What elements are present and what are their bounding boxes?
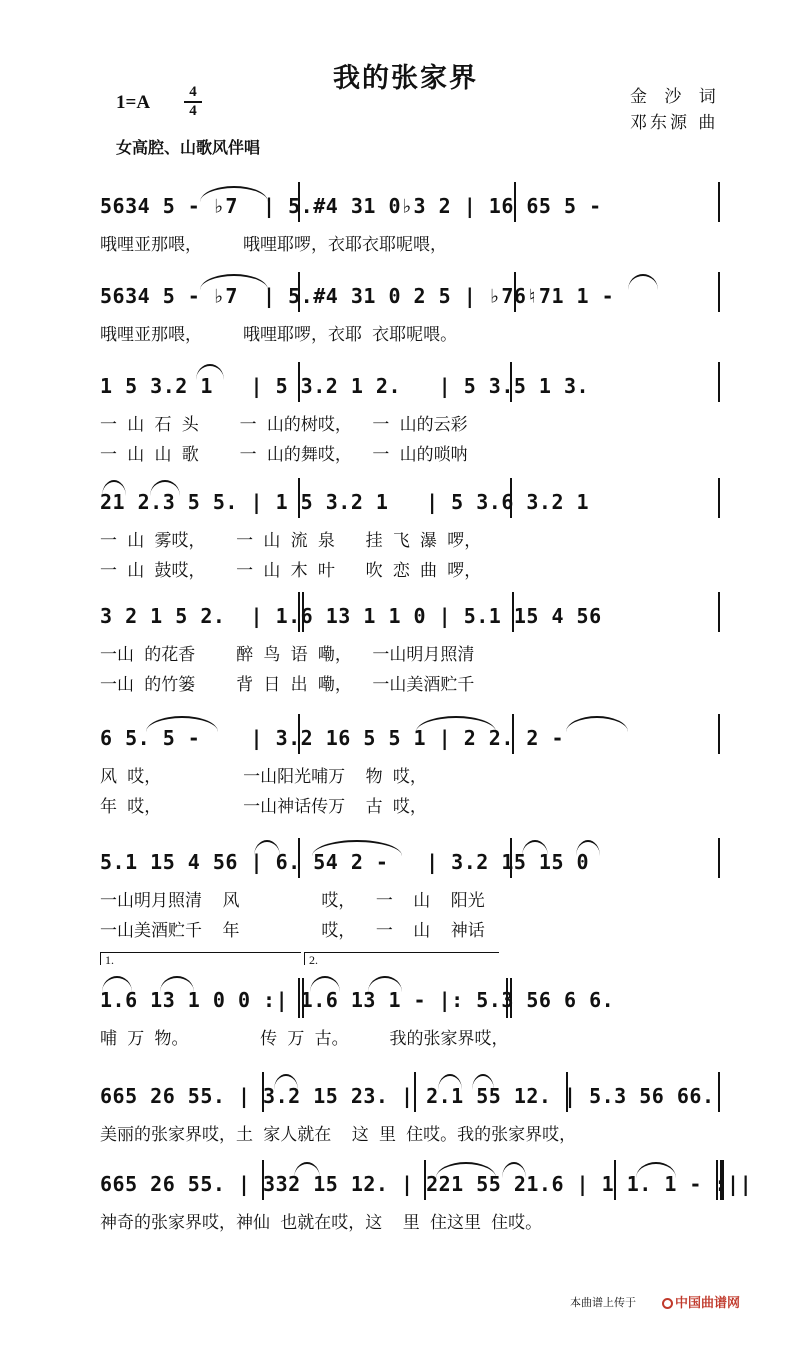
lyricist-credit: 金 沙 词 (630, 87, 722, 107)
lyrics-verse-1: 美丽的张家界哎，土 家人就在 这 里 住哎。我的张家界哎， (100, 1125, 577, 1145)
lyrics-verse-1: 哦哩亚那喂， 哦哩耶啰，衣耶衣耶呢喂， (100, 235, 447, 255)
key-signature: 1=A (116, 92, 151, 113)
lyrics-verse-2: 一山 的竹篓 背 日 出 嘞， 一山美酒贮千 (100, 675, 475, 695)
time-signature (182, 84, 204, 120)
jianpu-notes: 21 2.3 5 5. | 1 5 3.2 1 | 5 3.6 3.2 1 (100, 490, 590, 514)
lyrics-verse-2: 一山美酒贮千 年 哎， 一 山 神话 (100, 921, 485, 941)
lyrics-verse-1: 一山 的花香 醉 鸟 语 嘞， 一山明月照清 (100, 645, 475, 665)
jianpu-notes: 6 5. 5 - | 3.2 16 5 5 1 | 2 2. 2 - (100, 726, 565, 750)
site-name: 中国曲谱网 (675, 1296, 741, 1311)
lyrics-verse-1: 一 山 雾哎， 一 山 流 泉 挂 飞 瀑 啰， (100, 531, 482, 551)
volta-second-ending: 2. (304, 952, 499, 965)
lyrics-verse-1: 风 哎， 一山阳光哺万 物 哎， (100, 767, 427, 787)
song-title: 我的张家界 (333, 63, 478, 94)
score-line (0, 1150, 811, 1260)
meter-bottom: 4 (189, 103, 197, 119)
lyrics-verse-1: 哺 万 物。 传 万 古。 我的张家界哎， (100, 1029, 509, 1049)
jianpu-notes: 1 5 3.2 1 | 5 3.2 1 2. | 5 3.5 1 3. (100, 374, 590, 398)
jianpu-notes: 665 26 55. | 3.2 15 23. | 2.1 55 12. | 5.3 56 66. (100, 1084, 715, 1108)
score-line (0, 468, 811, 581)
score-line (0, 952, 811, 1062)
site-logo[interactable] (662, 1292, 740, 1311)
lyrics-verse-1: 一 山 石 头 一 山的树哎， 一 山的云彩 (100, 415, 468, 435)
jianpu-notes: 3 2 1 5 2. | 1.6 13 1 1 0 | 5.1 15 4 56 (100, 604, 602, 628)
score-line (0, 828, 811, 941)
lyrics-verse-1: 哦哩亚那喂， 哦哩耶啰，衣耶 衣耶呢喂。 (100, 325, 458, 345)
jianpu-notes: 5634 5 - ♭7 | 5.#4 31 0 2 5 | ♭76♮71 1 - (100, 284, 615, 308)
jianpu-notes: 5.1 15 4 56 | 6. 54 2 - | 3.2 15 15 0 (100, 850, 590, 874)
composer-credit: 邓东源 曲 (630, 113, 719, 133)
jianpu-notes: 5634 5 - ♭7 | 5.#4 31 0♭3 2 | 16 65 5 - (100, 194, 602, 218)
score-line (0, 352, 811, 465)
upload-note: 本曲谱上传于 (570, 1296, 636, 1309)
lyrics-verse-2: 一 山 鼓哎， 一 山 木 叶 吹 恋 曲 啰， (100, 561, 482, 581)
jianpu-notes: 1.6 13 1 0 0 :| 1.6 13 1 - |: 5.3 56 6 6. (100, 988, 615, 1012)
lyrics-verse-1: 一山明月照清 风 哎， 一 山 阳光 (100, 891, 485, 911)
jianpu-notes: 665 26 55. | 332 15 12. | 221 55 21.6 | 1 1. 1 - :|| (100, 1172, 753, 1196)
lyrics-verse-2: 年 哎， 一山神话传万 古 哎， (100, 797, 427, 817)
lyrics-verse-1: 神奇的张家界哎，神仙 也就在哎，这 里 住这里 住哎。 (100, 1213, 543, 1233)
score-line (0, 704, 811, 817)
lyrics-verse-2: 一 山 山 歌 一 山的舞哎， 一 山的唢呐 (100, 445, 468, 465)
meter-top: 4 (189, 84, 197, 100)
performance-note: 女高腔、山歌风伴唱 (116, 138, 261, 157)
volta-first-ending: 1. (100, 952, 301, 965)
score-line (0, 582, 811, 695)
logo-icon (662, 1298, 673, 1309)
